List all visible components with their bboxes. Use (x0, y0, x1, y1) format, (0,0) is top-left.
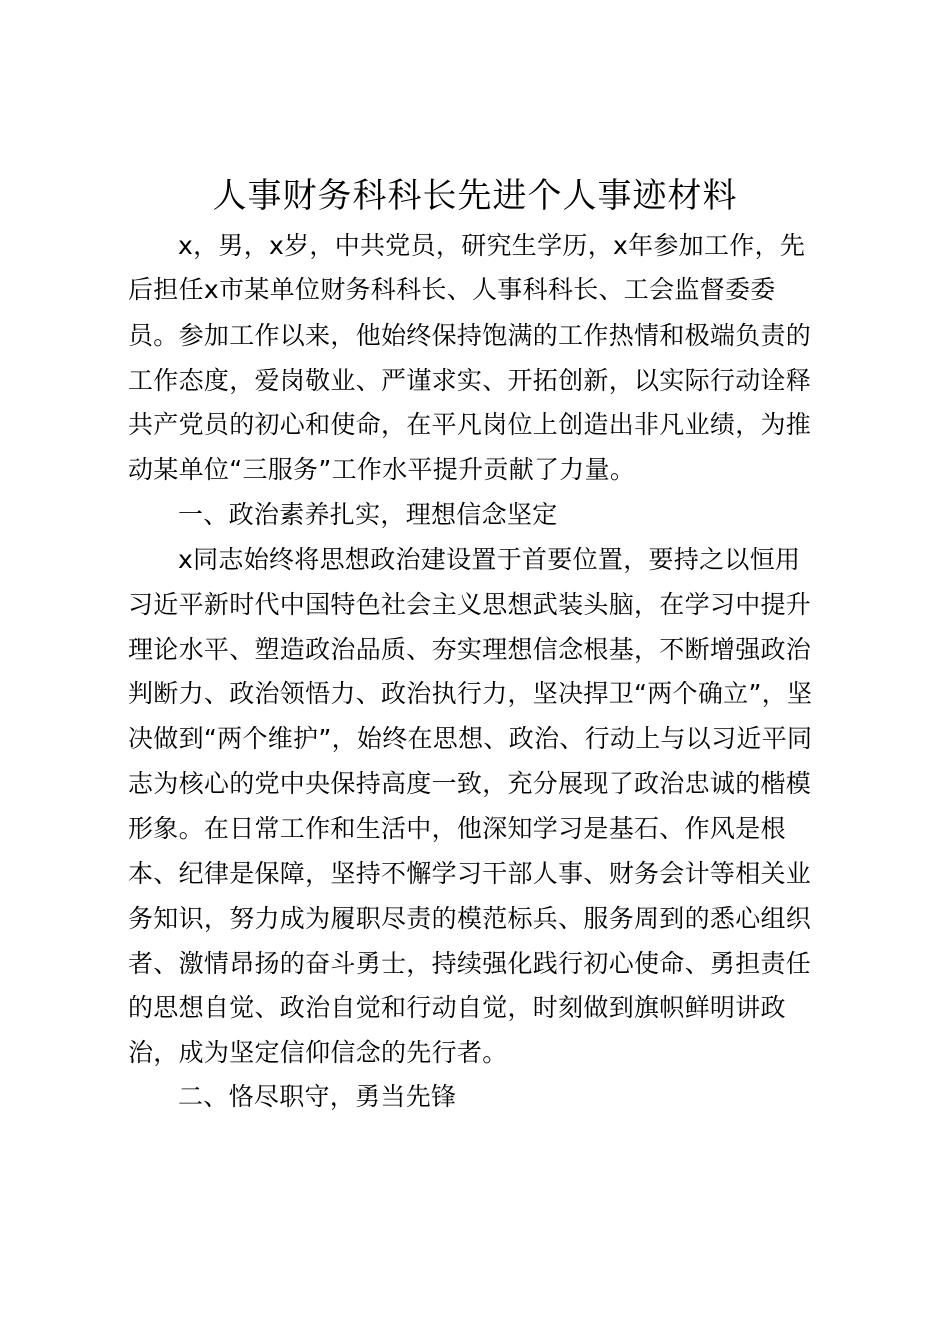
paragraph-line: x，男，x岁，中共党员，研究生学历，x年参加工作，先 (178, 231, 806, 260)
document-title: 人事财务科科长先进个人事迹材料 (212, 176, 738, 216)
paragraph-line: 共产党员的初心和使命，在平凡岗位上创造出非凡业绩，为推 (128, 410, 812, 439)
section-heading: 一、政治素养扎实，理想信念坚定 (178, 500, 558, 529)
paragraph-line: 形象。在日常工作和生活中，他深知学习是基石、作风是根 (128, 814, 786, 843)
paragraph-line: 者、激情昂扬的奋斗勇士，持续强化践行初心使命、勇担责任 (128, 949, 812, 978)
paragraph-line: 动某单位“三服务”工作水平提升贡献了力量。 (128, 455, 636, 484)
paragraph-line: 理论水平、塑造政治品质、夯实理想信念根基，不断增强政治 (128, 635, 812, 664)
paragraph-line: 务知识，努力成为履职尽责的模范标兵、服务周到的悉心组织 (128, 904, 812, 933)
paragraph-line: 工作态度，爱岗敬业、严谨求实、开拓创新，以实际行动诠释 (128, 366, 812, 395)
paragraph-line: 习近平新时代中国特色社会主义思想武装头脑，在学习中提升 (128, 590, 812, 619)
paragraph-line: 的思想自觉、政治自觉和行动自觉，时刻做到旗帜鲜明讲政 (128, 993, 786, 1022)
paragraph-line: x同志始终将思想政治建设置于首要位置，要持之以恒用 (178, 545, 801, 574)
paragraph-line: 员。参加工作以来，他始终保持饱满的工作热情和极端负责的 (128, 321, 812, 350)
paragraph-line: 后担任x市某单位财务科科长、人事科科长、工会监督委委 (128, 275, 776, 304)
paragraph-line: 判断力、政治领悟力、政治执行力，坚决捍卫“两个确立”，坚 (128, 679, 813, 708)
paragraph-line: 决做到“两个维护”，始终在思想、政治、行动上与以习近平同 (128, 724, 813, 753)
section-heading: 二、恪尽职守，勇当先锋 (178, 1082, 457, 1111)
paragraph-line: 志为核心的党中央保持高度一致，充分展现了政治忠诚的楷模 (128, 769, 812, 798)
paragraph-line: 治，成为坚定信仰信念的先行者。 (128, 1038, 508, 1067)
paragraph-line: 本、纪律是保障，坚持不懈学习干部人事、财务会计等相关业 (128, 859, 812, 888)
